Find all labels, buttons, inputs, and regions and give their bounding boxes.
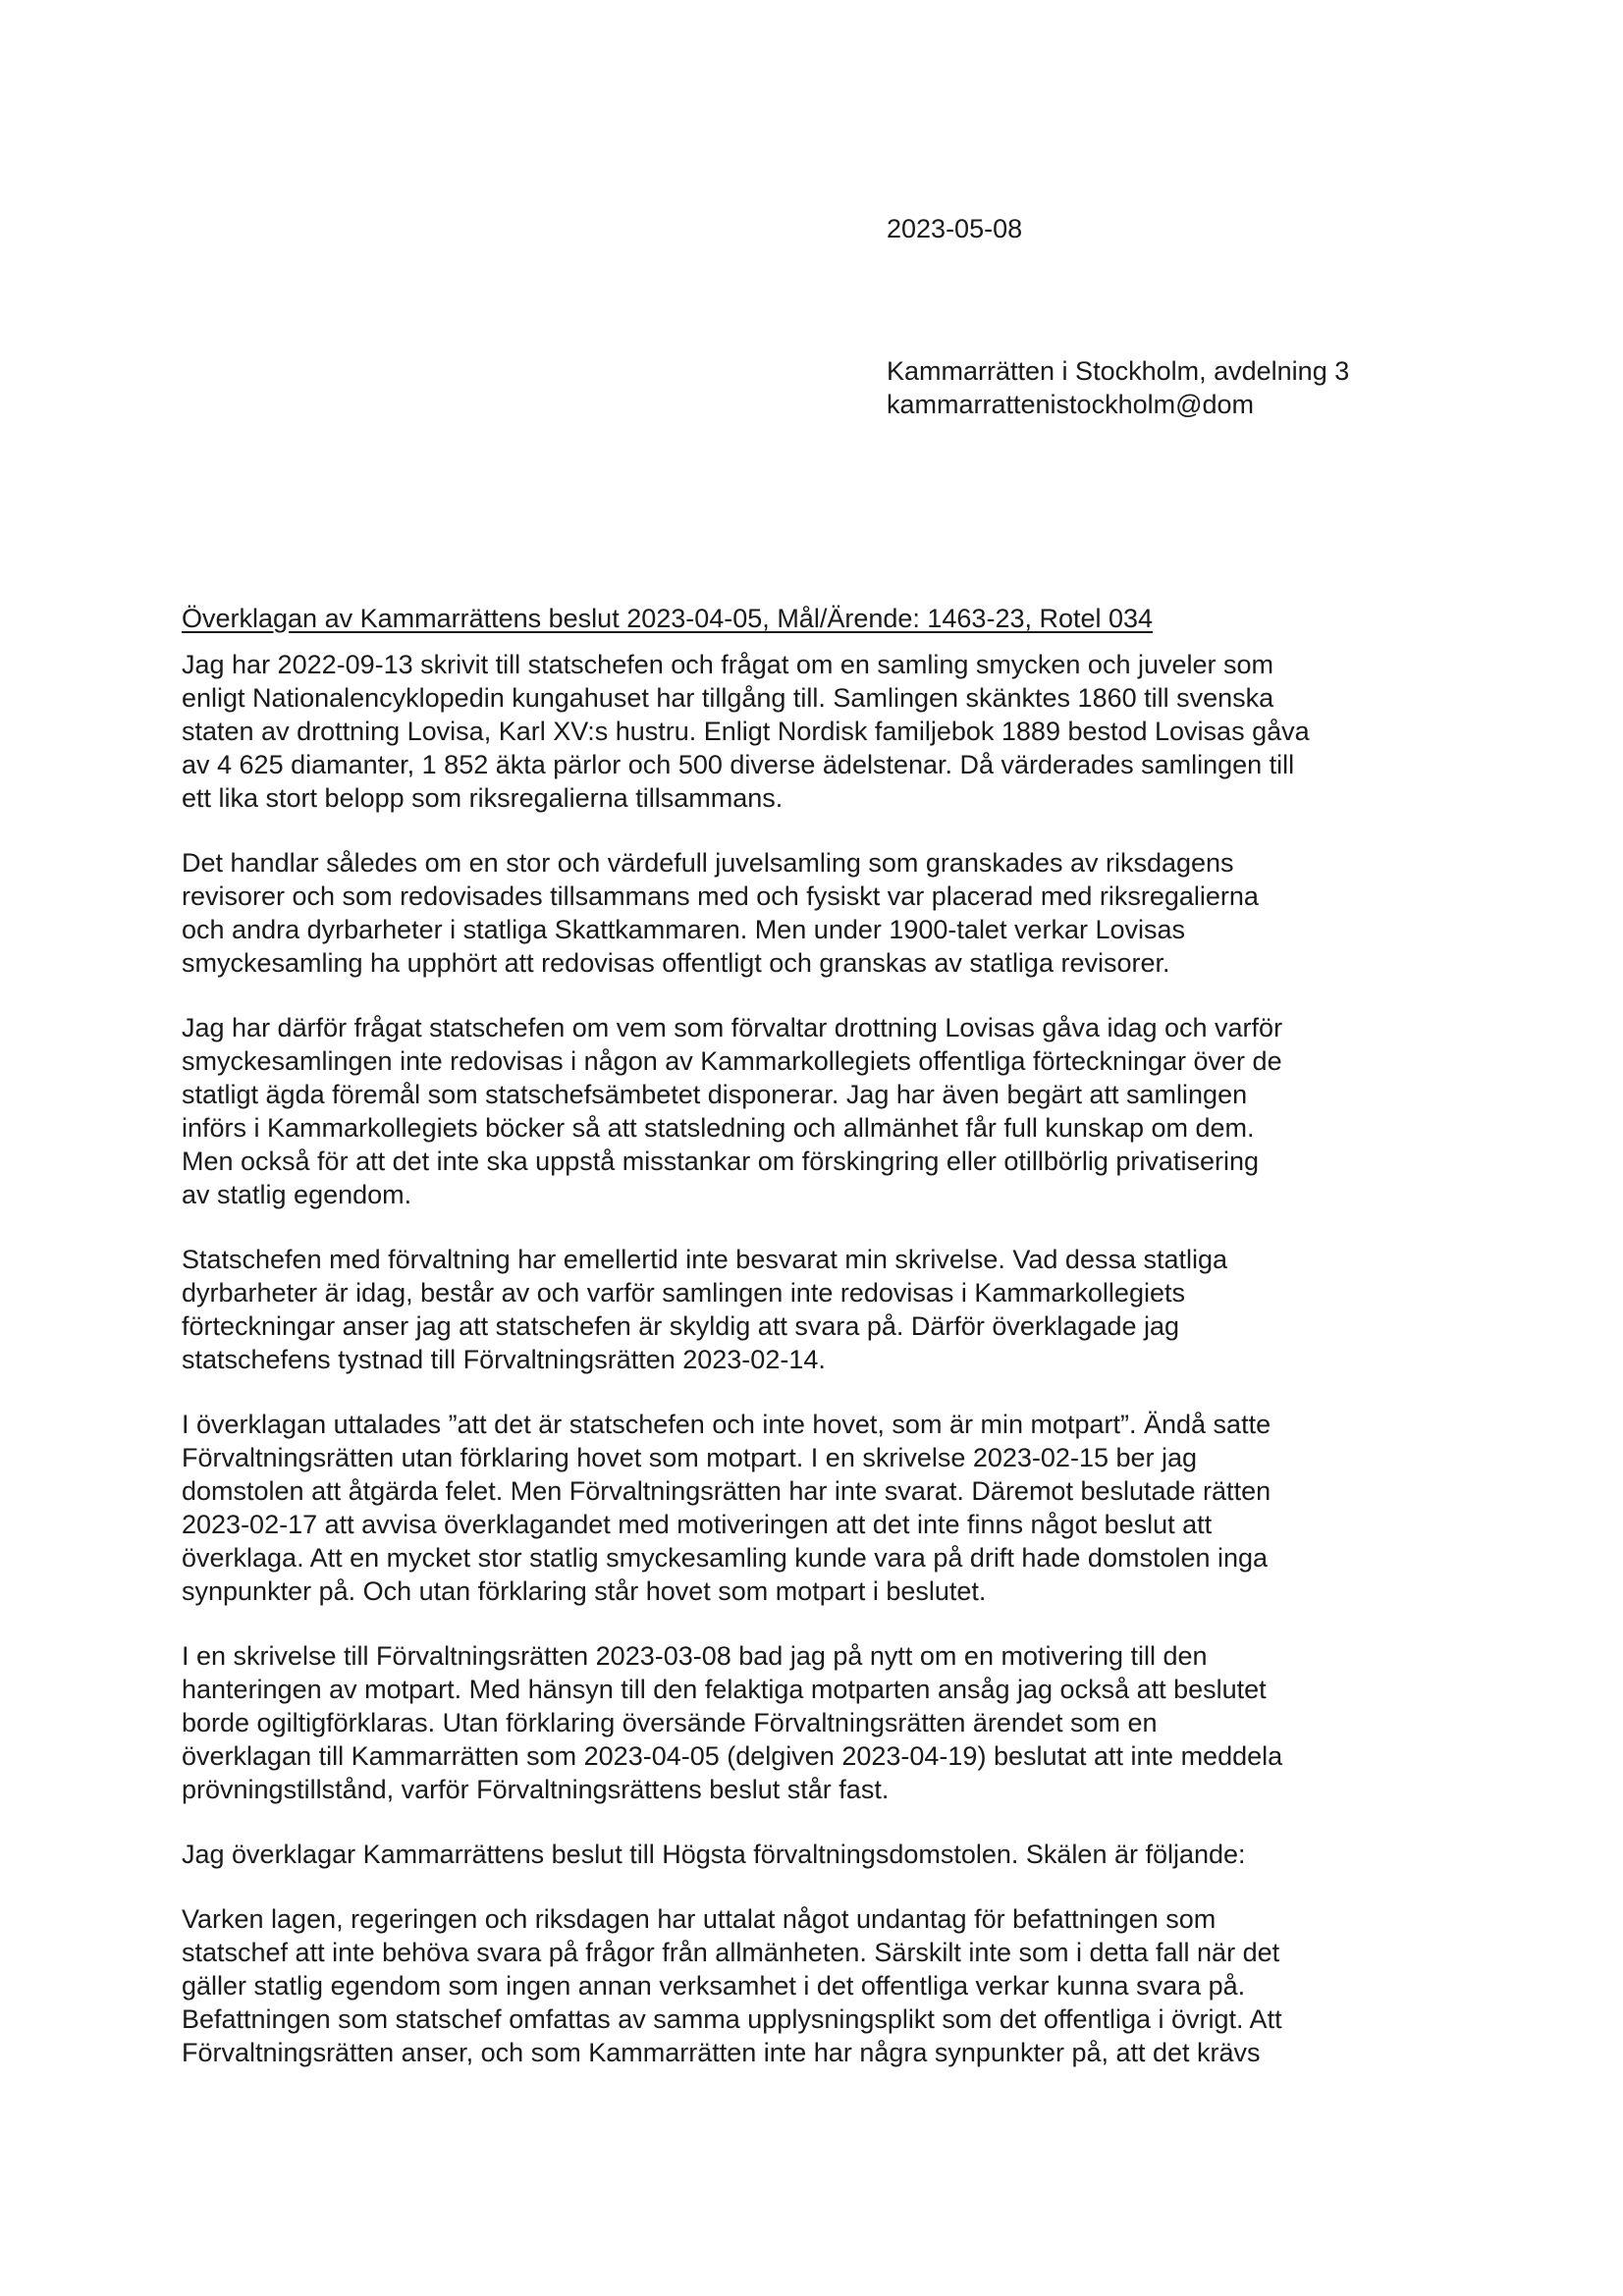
paragraph-line: statschef att inte behöva svara på frågor från allmänheten. Särskilt inte som i detta fall när det: [182, 1938, 1280, 1967]
paragraph-line: Förvaltningsrätten anser, och som Kammarrätten inte har några synpunkter på, att det krävs: [182, 2038, 1261, 2067]
paragraph-line: Varken lagen, regeringen och riksdagen har uttalat något undantag för befattningen som: [182, 1904, 1217, 1934]
body-paragraphs: [182, 648, 1448, 2101]
paragraph-line: dyrbarheter är idag, består av och varför samlingen inte redovisas i Kammarkollegiets: [182, 1278, 1185, 1308]
date-line: 2023-05-08: [887, 214, 1023, 243]
paragraph-line: av statlig egendom.: [182, 1180, 412, 1209]
paragraph-line: synpunkter på. Och utan förklaring står hovet som motpart i beslutet.: [182, 1576, 987, 1606]
subject-heading: Överklagan av Kammarrättens beslut 2023-04-05, Mål/Ärende: 1463-23, Rotel 034: [182, 604, 1154, 633]
recipient-line-court: Kammarrätten i Stockholm, avdelning 3: [887, 356, 1350, 386]
paragraph-line: Jag överklagar Kammarrättens beslut till Högsta förvaltningsdomstolen. Skälen är följande:: [182, 1840, 1246, 1869]
paragraph-line: överklaga. Att en mycket stor statlig smyckesamling kunde vara på drift hade domstolen inga: [182, 1543, 1269, 1573]
paragraph-line: prövningstillstånd, varför Förvaltningsrättens beslut står fast.: [182, 1775, 890, 1804]
paragraph-line: borde ogiltigförklaras. Utan förklaring översände Förvaltningsrätten ärendet som en: [182, 1708, 1158, 1737]
paragraph-line: Men också för att det inte ska uppstå misstankar om förskingring eller otillbörlig privatisering: [182, 1147, 1259, 1176]
paragraph: [182, 648, 1448, 815]
paragraph-line: Befattningen som statschef omfattas av samma upplysningsplikt som det offentliga i övrigt. Att: [182, 2004, 1282, 2034]
paragraph-line: Det handlar således om en stor och värdefull juvelsamling som granskades av riksdagens: [182, 848, 1234, 878]
paragraph-line: statligt ägda föremål som statschefsämbetet disponerar. Jag har även begärt att samlingen: [182, 1080, 1248, 1109]
paragraph-line: smyckesamling ha upphört att redovisas offentligt och granskas av statliga revisorer.: [182, 948, 1170, 978]
paragraph-line: av 4 625 diamanter, 1 852 äkta pärlor och 500 diverse ädelstenar. Då värderades samlingen till: [182, 750, 1295, 779]
paragraph-line: statschefens tystnad till Förvaltningsrätten 2023-02-14.: [182, 1345, 826, 1374]
paragraph-line: gäller statlig egendom som ingen annan verksamhet i det offentliga verkar kunna svara på.: [182, 1971, 1246, 2001]
paragraph-line: Jag har därför frågat statschefen om vem som förvaltar drottning Lovisas gåva idag och varför: [182, 1013, 1283, 1042]
paragraph: [182, 1902, 1448, 2069]
paragraph-line: införs i Kammarkollegiets böcker så att statsledning och allmänhet får full kunskap om dem.: [182, 1113, 1255, 1143]
paragraph-line: revisorer och som redovisades tillsammans med och fysiskt var placerad med riksregalierna: [182, 881, 1259, 911]
recipient-line-email: kammarrattenistockholm@dom: [887, 390, 1255, 419]
paragraph-line: 2023-02-17 att avvisa överklagandet med motiveringen att det inte finns något beslut att: [182, 1510, 1213, 1539]
paragraph: [182, 1838, 1448, 1871]
paragraph-line: och andra dyrbarheter i statliga Skattkammaren. Men under 1900-talet verkar Lovisas: [182, 915, 1186, 944]
paragraph: [182, 1243, 1448, 1376]
paragraph-line: överklagan till Kammarrätten som 2023-04-05 (delgiven 2023-04-19) beslutat att inte meddela: [182, 1741, 1283, 1771]
paragraph-line: domstolen att åtgärda felet. Men Förvaltningsrätten har inte svarat. Däremot beslutade rätten: [182, 1476, 1271, 1506]
paragraph-line: förteckningar anser jag att statschefen är skyldig att svara på. Därför överklagade jag: [182, 1311, 1180, 1341]
paragraph: [182, 1639, 1448, 1806]
paragraph-line: hanteringen av motpart. Med hänsyn till den felaktiga motparten ansåg jag också att beslutet: [182, 1675, 1267, 1704]
paragraph-line: Statschefen med förvaltning har emellertid inte besvarat min skrivelse. Vad dessa statliga: [182, 1245, 1228, 1274]
paragraph-line: I överklagan uttalades ”att det är statschefen och inte hovet, som är min motpart”. Ändå satte: [182, 1410, 1271, 1439]
paragraph: [182, 1011, 1448, 1211]
paragraph: [182, 1408, 1448, 1608]
paragraph-line: enligt Nationalencyklopedin kungahuset har tillgång till. Samlingen skänktes 1860 till svenska: [182, 683, 1274, 713]
recipient-block: [887, 354, 1349, 421]
paragraph-line: staten av drottning Lovisa, Karl XV:s hustru. Enligt Nordisk familjebok 1889 bestod Lovisas gåva: [182, 717, 1310, 746]
paragraph-line: I en skrivelse till Förvaltningsrätten 2023-03-08 bad jag på nytt om en motivering till den: [182, 1641, 1208, 1671]
paragraph-line: ett lika stort belopp som riksregalierna tillsammans.: [182, 783, 784, 813]
paragraph-line: Jag har 2022-09-13 skrivit till statschefen och frågat om en samling smycken och juveler som: [182, 650, 1274, 679]
paragraph-line: Förvaltningsrätten utan förklaring hovet som motpart. I en skrivelse 2023-02-15 ber jag: [182, 1443, 1198, 1472]
paragraph-line: smyckesamlingen inte redovisas i någon av Kammarkollegiets offentliga förteckningar över de: [182, 1046, 1282, 1076]
paragraph: [182, 846, 1448, 980]
